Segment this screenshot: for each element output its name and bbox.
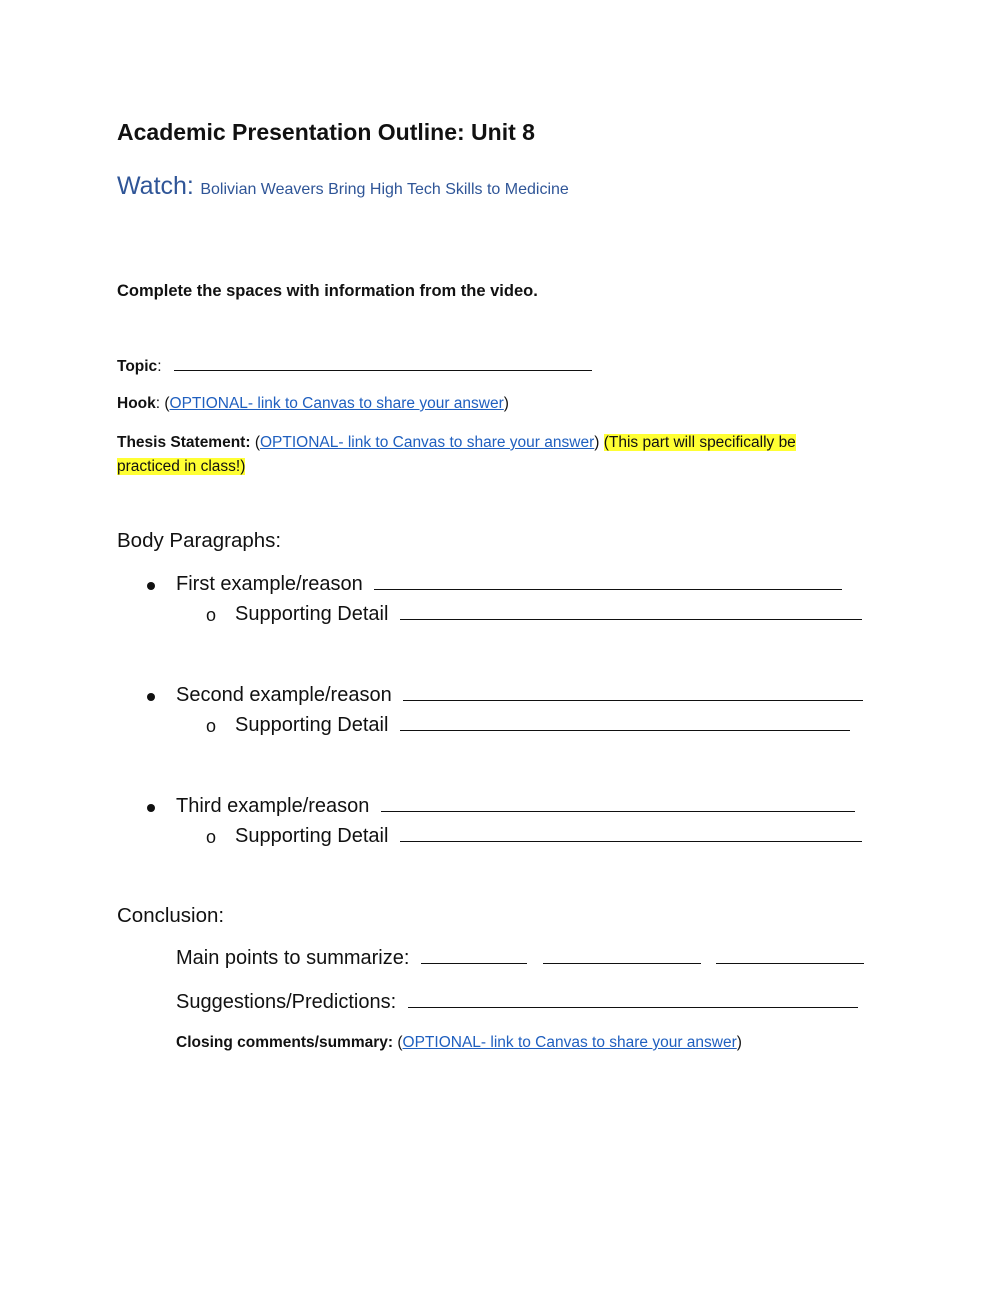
body-paragraphs-heading: Body Paragraphs: (117, 529, 282, 552)
page-title: Academic Presentation Outline: Unit 8 (117, 119, 535, 145)
sub-bullet-icon: o (206, 605, 217, 625)
topic-line (117, 358, 592, 376)
watch-line (117, 172, 569, 201)
main-point-blank-3[interactable] (716, 962, 864, 964)
closing-label: Closing comments/summary: (176, 1034, 394, 1051)
closing-canvas-link[interactable]: OPTIONAL- link to Canvas to share your answer (402, 1034, 737, 1051)
body-item-3-detail-blank[interactable] (400, 840, 862, 842)
body-item-1-detail (235, 603, 862, 626)
thesis-label: Thesis Statement: (117, 434, 251, 451)
suggestions-blank[interactable] (408, 1006, 858, 1008)
closing-line (176, 1034, 742, 1052)
thesis-open-paren: ( (250, 434, 260, 451)
thesis-line (117, 431, 837, 479)
hook-canvas-link[interactable]: OPTIONAL- link to Canvas to share your answer (169, 395, 504, 412)
body-item-1 (176, 573, 842, 596)
hook-close-paren: ) (503, 395, 509, 412)
video-title: Bolivian Weavers Bring High Tech Skills to Medicine (200, 181, 569, 198)
watch-label: Watch: (117, 172, 194, 200)
body-item-2-detail-label: Supporting Detail (235, 714, 389, 736)
body-item-2-detail (235, 714, 850, 737)
thesis-canvas-link[interactable]: OPTIONAL- link to Canvas to share your answer (259, 434, 595, 451)
closing-open-paren: ( (393, 1034, 403, 1051)
bullet-icon (147, 693, 155, 701)
sub-bullet-icon: o (206, 716, 217, 736)
body-item-2-label: Second example/reason (176, 684, 392, 706)
body-item-3 (176, 795, 855, 818)
main-point-blank-1[interactable] (421, 962, 527, 964)
body-item-1-label: First example/reason (176, 573, 363, 595)
body-item-3-label: Third example/reason (176, 795, 370, 817)
thesis-close-paren: ) (594, 434, 600, 451)
hook-colon: : ( (155, 395, 170, 412)
body-item-2 (176, 684, 863, 707)
suggestions-line (176, 991, 858, 1014)
body-item-3-blank[interactable] (381, 810, 855, 812)
body-item-1-blank[interactable] (374, 588, 842, 590)
hook-label: Hook (117, 395, 156, 412)
conclusion-heading: Conclusion: (117, 904, 225, 927)
bullet-icon (147, 804, 155, 812)
body-item-1-detail-blank[interactable] (400, 618, 862, 620)
body-item-2-blank[interactable] (403, 699, 863, 701)
main-point-blank-2[interactable] (543, 962, 701, 964)
hook-line (117, 395, 509, 413)
body-item-1-detail-label: Supporting Detail (235, 603, 389, 625)
body-item-3-detail (235, 825, 862, 848)
topic-label: Topic (117, 358, 158, 375)
main-points-label: Main points to summarize: (176, 947, 410, 969)
topic-colon: : (157, 358, 162, 375)
body-item-3-detail-label: Supporting Detail (235, 825, 389, 847)
bullet-icon (147, 582, 155, 590)
topic-blank[interactable] (174, 369, 592, 371)
closing-close-paren: ) (736, 1034, 742, 1051)
sub-bullet-icon: o (206, 827, 217, 847)
thesis-highlight-note: (This part will specifically be practiced in class!) (117, 434, 796, 475)
body-item-2-detail-blank[interactable] (400, 729, 850, 731)
main-points-line (176, 947, 864, 970)
suggestions-label: Suggestions/Predictions: (176, 991, 397, 1013)
instructions: Complete the spaces with information from the video. (117, 282, 538, 300)
